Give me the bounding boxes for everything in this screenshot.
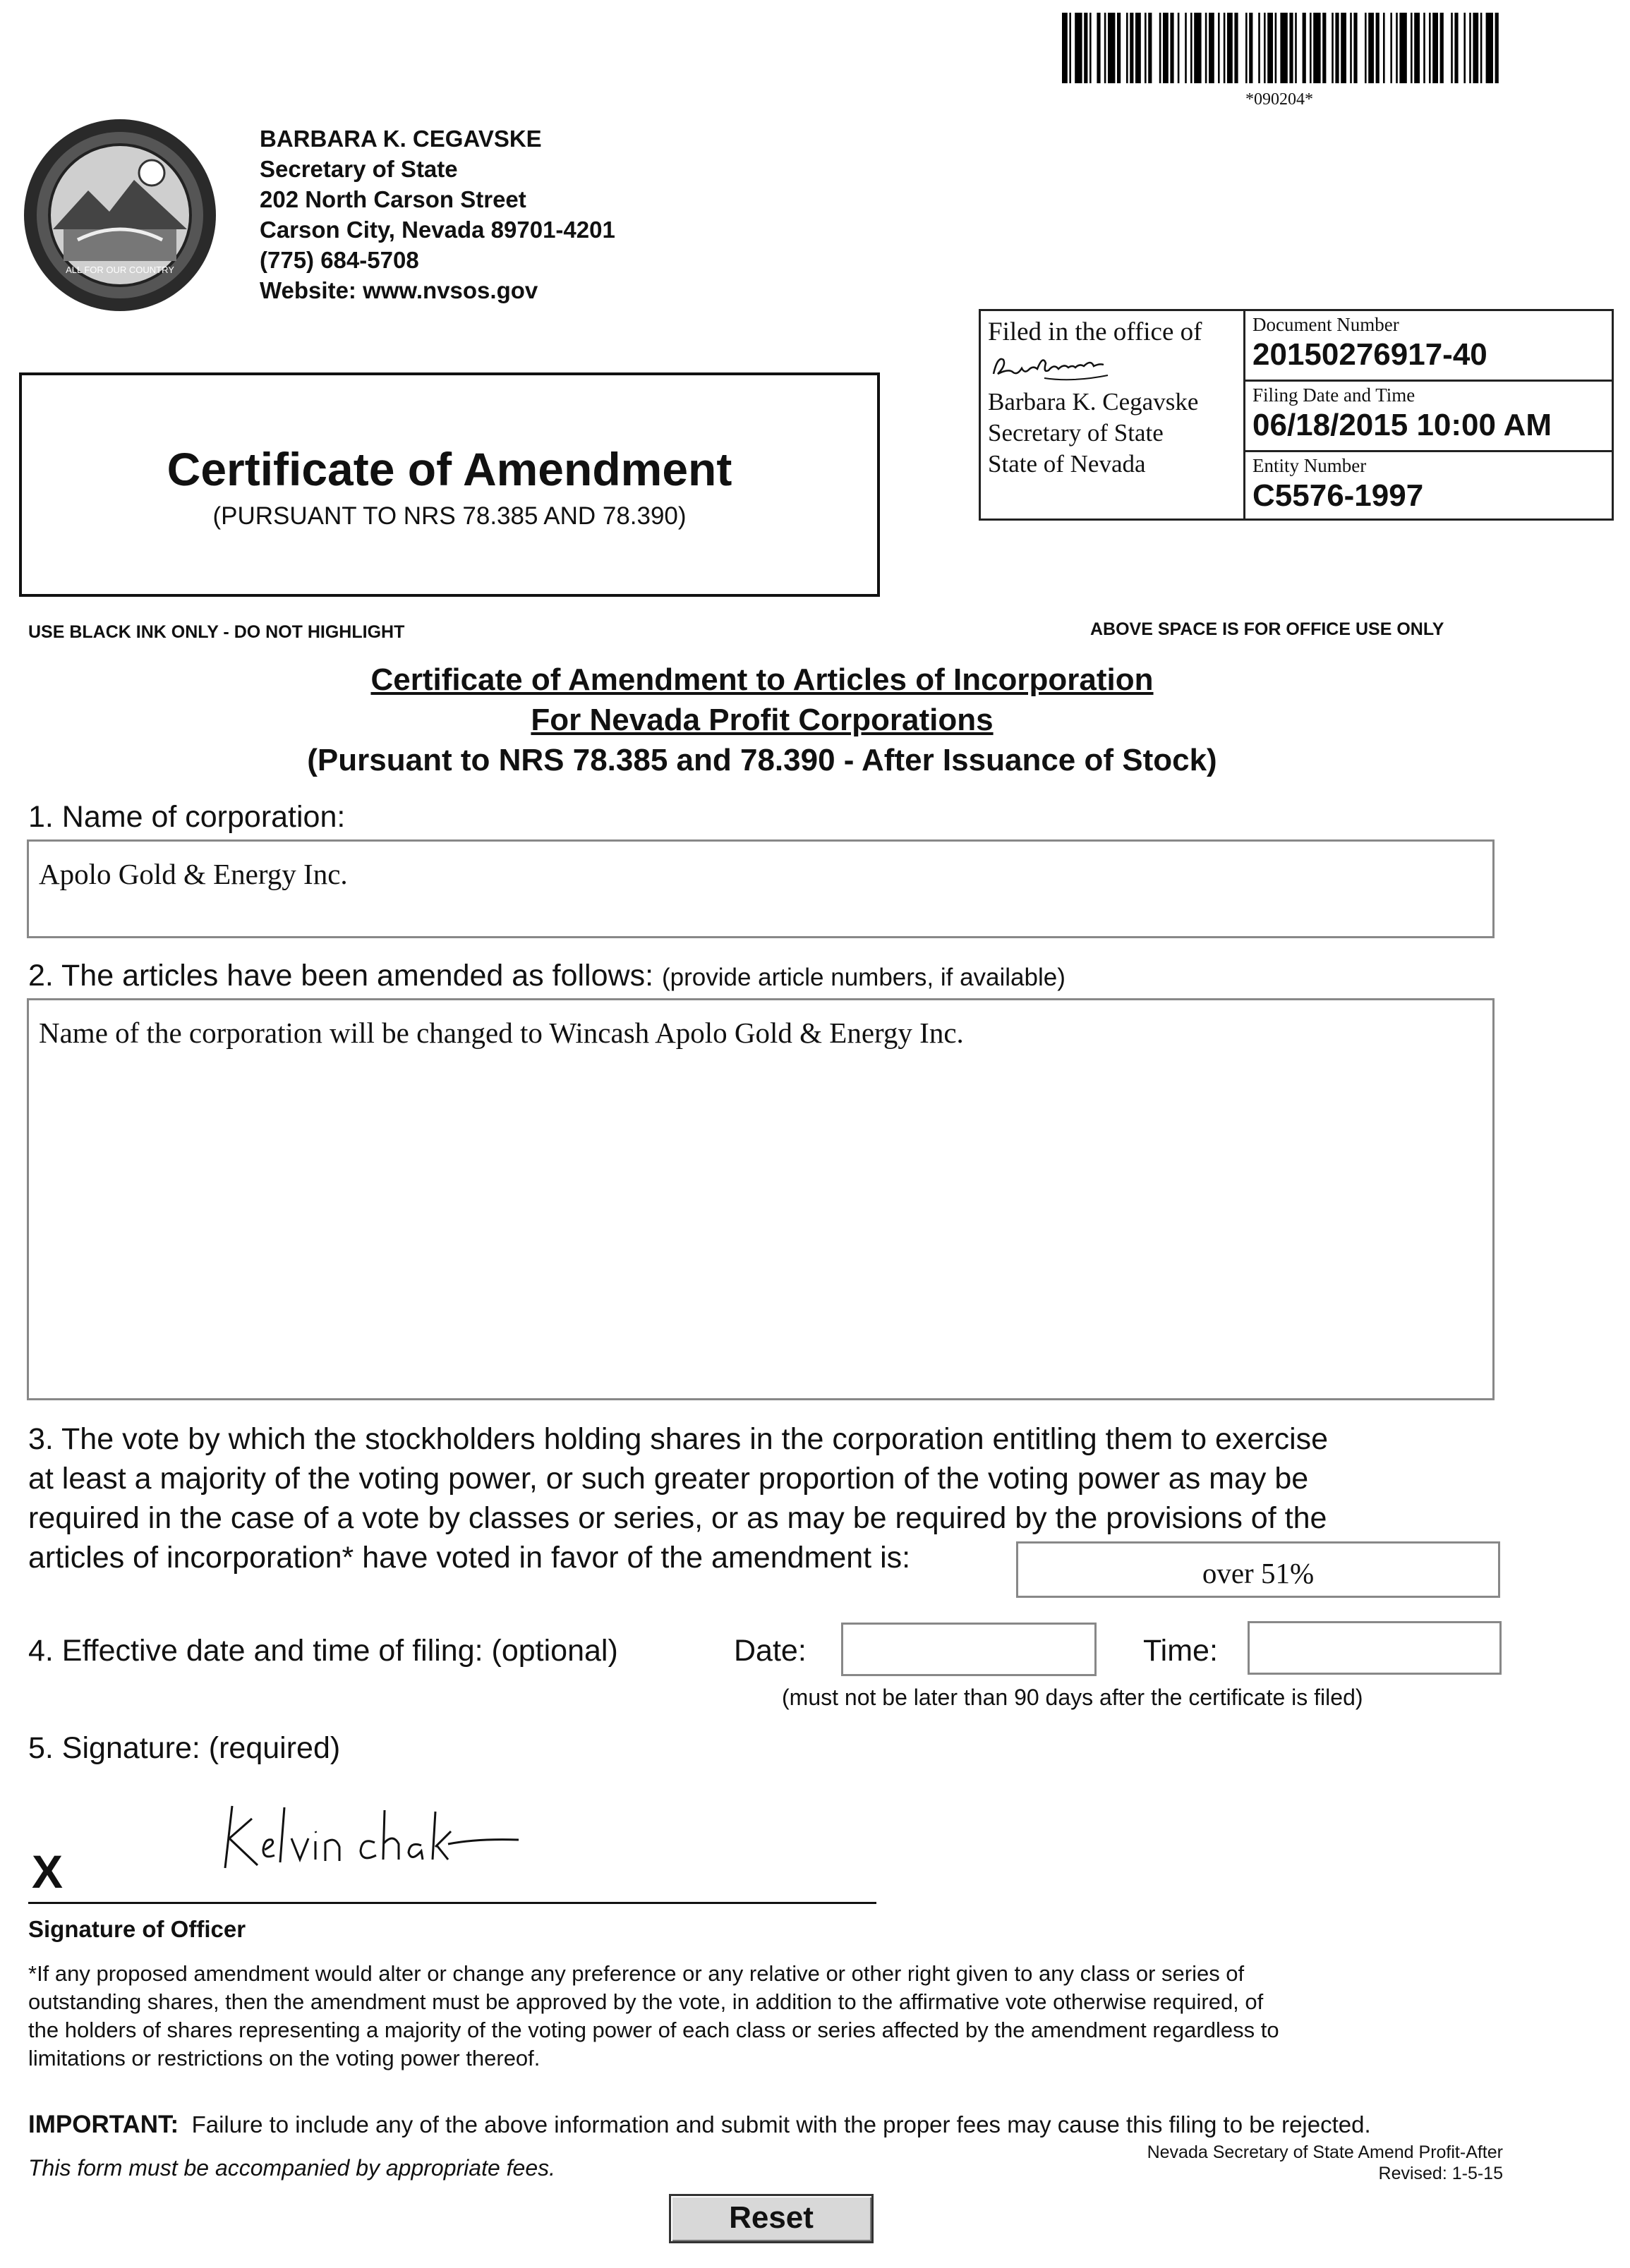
amendment-field[interactable]: Name of the corporation will be changed to Wincash Apolo Gold & Energy Inc. xyxy=(27,998,1495,1400)
office-use-note: ABOVE SPACE IS FOR OFFICE USE ONLY xyxy=(1090,619,1444,639)
office-address xyxy=(260,123,615,305)
barcode-bar xyxy=(1185,13,1187,83)
vote-question-line-4: articles of incorporation* have voted in favor of the amendment is: xyxy=(28,1541,911,1575)
form-id-line-1: Nevada Secretary of State Amend Profit-After xyxy=(1147,2142,1503,2162)
barcode-bar xyxy=(1399,13,1406,83)
barcode-bar xyxy=(1205,13,1207,83)
barcode-bar xyxy=(1159,13,1161,83)
barcode-bar xyxy=(1289,13,1293,83)
form-identifier xyxy=(1023,2142,1503,2184)
office-title: Secretary of State xyxy=(260,156,458,182)
barcode-bar xyxy=(1383,13,1385,83)
barcode-bar xyxy=(1353,13,1357,83)
form-id-line-2: Revised: 1-5-15 xyxy=(1378,2164,1503,2183)
vote-question-line-1: 3. The vote by which the stockholders holding shares in the corporation entitling them to exercise xyxy=(28,1422,1329,1456)
barcode-bar xyxy=(1218,13,1220,83)
barcode-bar xyxy=(1469,13,1471,83)
barcode-bar xyxy=(1414,13,1420,83)
barcode-bar xyxy=(1473,13,1478,83)
office-city: Carson City, Nevada 89701-4201 xyxy=(260,217,615,243)
filed-in-label: Filed in the office of xyxy=(988,317,1202,346)
barcode-bar xyxy=(1194,13,1201,83)
barcode-bar xyxy=(1148,13,1152,83)
amendment-hint: (provide article numbers, if available) xyxy=(661,964,1065,991)
vote-question-line-3: required in the case of a vote by classes or series, or as may be required by the provisions of the xyxy=(28,1501,1327,1535)
heading-line-1: Certificate of Amendment to Articles of Incorporation xyxy=(370,662,1154,697)
barcode-bar xyxy=(1480,13,1483,83)
barcode-bar xyxy=(1224,13,1226,83)
important-text: Failure to include any of the above information and submit with the proper fees may cause this filing to be rejected. xyxy=(191,2111,1371,2137)
clerk-state: State of Nevada xyxy=(988,450,1146,478)
officer-signature[interactable] xyxy=(215,1792,526,1884)
barcode-bar xyxy=(1062,13,1068,83)
entity-number: C5576-1997 xyxy=(1252,478,1424,513)
important-notice xyxy=(28,2111,1371,2139)
important-label: IMPORTANT: xyxy=(28,2111,179,2138)
barcode-bar xyxy=(1295,13,1297,83)
reset-button[interactable]: Reset xyxy=(669,2194,874,2243)
barcode-bar xyxy=(1332,13,1334,83)
barcode-bar xyxy=(1486,13,1493,83)
office-street: 202 North Carson Street xyxy=(260,186,526,212)
heading-line-3: (Pursuant to NRS 78.385 and 78.390 - After Issuance of Stock) xyxy=(307,743,1217,777)
filing-date: 06/18/2015 10:00 AM xyxy=(1252,408,1552,442)
nevada-state-seal-icon xyxy=(21,116,219,314)
corporation-name-field[interactable]: Apolo Gold & Energy Inc. xyxy=(27,839,1495,938)
date-label: Date: xyxy=(734,1634,807,1668)
filing-stamp-box xyxy=(979,309,1614,521)
barcode-bar xyxy=(1432,13,1438,83)
barcode-bar xyxy=(1322,13,1326,83)
filing-date-label: Filing Date and Time xyxy=(1252,384,1415,406)
barcode-bar xyxy=(1454,13,1458,83)
certificate-title-box xyxy=(19,372,880,597)
barcode-bar xyxy=(1104,13,1106,83)
signature-x-mark: X xyxy=(32,1845,64,1898)
barcode-bar xyxy=(1365,13,1367,83)
footnote xyxy=(28,1960,1503,2073)
footnote-line-2: outstanding shares, then the amendment must be approved by the vote, in addition to the affirmative vote otherwise required, of xyxy=(28,1989,1264,2014)
barcode-bar xyxy=(1303,13,1306,83)
barcode-bar xyxy=(1249,13,1252,83)
certificate-subtitle: (PURSUANT TO NRS 78.385 AND 78.390) xyxy=(212,502,687,530)
document-number-cell xyxy=(1245,311,1612,382)
signature-label: 5. Signature: (required) xyxy=(28,1731,341,1765)
barcode-bar xyxy=(1145,13,1147,83)
barcode-bar xyxy=(1267,13,1273,83)
barcode-bar xyxy=(1264,13,1266,83)
entity-number-label: Entity Number xyxy=(1252,455,1367,476)
barcode-bar xyxy=(1190,13,1193,83)
certificate-title: Certificate of Amendment xyxy=(167,443,732,495)
barcode-bar xyxy=(1368,13,1374,83)
barcode-bar xyxy=(1440,13,1444,83)
barcode-bar xyxy=(1396,13,1398,83)
signature-caption: Signature of Officer xyxy=(28,1916,246,1942)
barcode-number: *090204* xyxy=(1245,90,1313,109)
vote-question-line-2: at least a majority of the voting power, or such greater proportion of the voting power as may be xyxy=(28,1462,1309,1496)
footnote-line-3: the holders of shares representing a majority of the voting power of each class or series affected by the amendment regardless to xyxy=(28,2018,1279,2042)
barcode-bar xyxy=(1341,13,1346,83)
barcode-bar xyxy=(1390,13,1392,83)
fees-note: This form must be accompanied by appropriate fees. xyxy=(28,2155,556,2181)
barcode-bar xyxy=(1495,13,1499,83)
barcode-bar xyxy=(1089,13,1092,83)
barcode xyxy=(1062,13,1499,83)
clerk-signature xyxy=(988,347,1129,387)
barcode-bar xyxy=(1280,13,1287,83)
seal-motto: ALL FOR OUR COUNTRY xyxy=(66,265,174,275)
barcode-bar xyxy=(1411,13,1413,83)
office-website: Website: www.nvsos.gov xyxy=(260,277,538,303)
barcode-bar xyxy=(1258,13,1260,83)
heading-line-2: For Nevada Profit Corporations xyxy=(531,703,994,737)
barcode-bar xyxy=(1130,13,1133,83)
barcode-bar xyxy=(1178,13,1180,83)
filed-in-office xyxy=(981,311,1245,519)
form-heading xyxy=(0,660,1524,780)
ink-instruction: USE BLACK INK ONLY - DO NOT HIGHLIGHT xyxy=(28,622,405,642)
barcode-bar xyxy=(1335,13,1339,83)
barcode-bar xyxy=(1135,13,1141,83)
clerk-title: Secretary of State xyxy=(988,419,1164,447)
effective-date-label: 4. Effective date and time of filing: (optional) xyxy=(28,1634,618,1668)
barcode-bar xyxy=(1097,13,1100,83)
entity-number-cell xyxy=(1245,452,1612,521)
date-field[interactable] xyxy=(841,1623,1097,1676)
office-name: BARBARA K. CEGAVSKE xyxy=(260,126,542,152)
barcode-bar xyxy=(1126,13,1128,83)
barcode-bar xyxy=(1170,13,1173,83)
time-label: Time: xyxy=(1143,1634,1218,1668)
time-field[interactable] xyxy=(1248,1621,1502,1675)
barcode-bar xyxy=(1451,13,1453,83)
amendment-label xyxy=(28,956,1065,997)
corporation-name-label: 1. Name of corporation: xyxy=(28,800,346,834)
footnote-line-4: limitations or restrictions on the voting power thereof. xyxy=(28,2046,541,2070)
barcode-bar xyxy=(1227,13,1233,83)
barcode-bar xyxy=(1245,13,1248,83)
barcode-bar xyxy=(1069,13,1071,83)
barcode-bar xyxy=(1108,13,1115,83)
barcode-bar xyxy=(1429,13,1431,83)
barcode-bar xyxy=(1209,13,1214,83)
barcode-bar xyxy=(1084,13,1087,83)
date-note: (must not be later than 90 days after the certificate is filed) xyxy=(782,1685,1363,1710)
office-phone: (775) 684-5708 xyxy=(260,247,419,273)
barcode-bar xyxy=(1463,13,1466,83)
barcode-bar xyxy=(1117,13,1121,83)
clerk-name: Barbara K. Cegavske xyxy=(988,388,1199,416)
document-number-label: Document Number xyxy=(1252,314,1399,335)
vote-percentage-field[interactable]: over 51% xyxy=(1016,1541,1500,1598)
barcode-bar xyxy=(1313,13,1320,83)
document-number: 20150276917-40 xyxy=(1252,337,1487,372)
barcode-bar xyxy=(1423,13,1425,83)
barcode-bar xyxy=(1075,13,1082,83)
barcode-bar xyxy=(1310,13,1312,83)
barcode-bar xyxy=(1350,13,1352,83)
filing-date-cell xyxy=(1245,382,1612,452)
barcode-bar xyxy=(1234,13,1238,83)
footnote-line-1: *If any proposed amendment would alter or change any preference or any relative or other right given to any class or series of xyxy=(28,1961,1245,1986)
barcode-bar xyxy=(1376,13,1380,83)
barcode-bar xyxy=(1275,13,1277,83)
barcode-bar xyxy=(1163,13,1169,83)
amendment-label-text: 2. The articles have been amended as follows: xyxy=(28,959,654,993)
signature-line xyxy=(28,1902,876,1904)
